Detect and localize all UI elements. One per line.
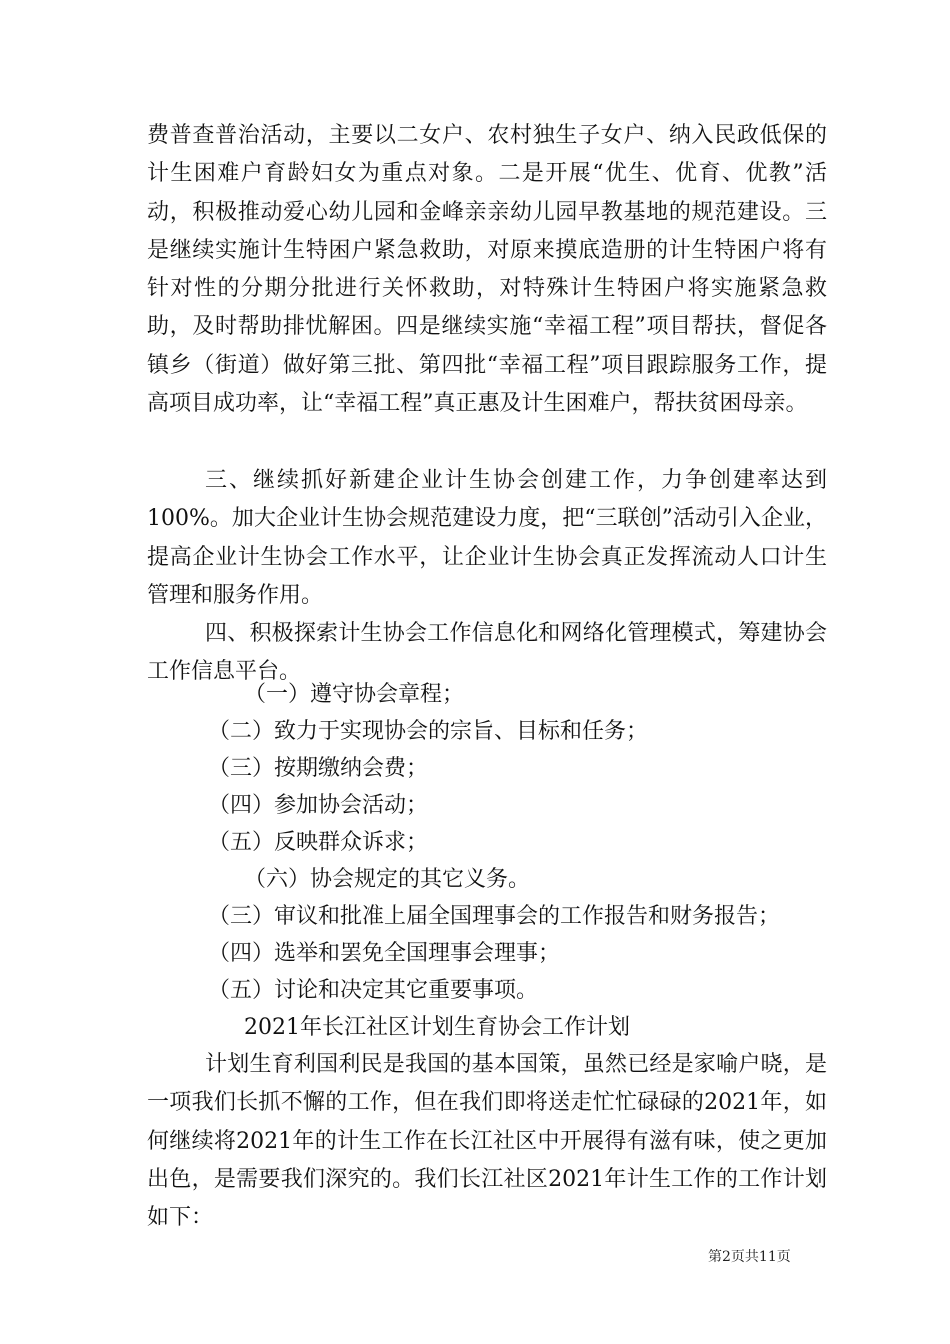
list-item: （五）讨论和决定其它重要事项。 [208, 978, 539, 1003]
list-item: （五）反映群众诉求； [208, 830, 429, 855]
list-item: （四）参加协会活动； [208, 793, 429, 818]
list-item: （三）按期缴纳会费； [208, 756, 429, 781]
section-title: 2021年长江社区计划生育协会工作计划 [244, 1015, 630, 1040]
list-item: （六）协会规定的其它义务。 [244, 867, 531, 892]
list-item: （一）遵守协会章程； [244, 682, 465, 707]
page-number: 第2页共11页 [708, 1249, 791, 1265]
paragraph-plan-intro: 计划生育利国利民是我国的基本国策，虽然已经是家喻户晓，是一项我们长抓不懈的工作，但在我们即将送走忙忙碌碌的2021年，如何继续将2021年的计生工作在长江社区中开展得有滋有味，使之更加出色，是需要我们深究的。我们长江社区2021年计生工作的工作计划如下： [147, 1052, 827, 1231]
list-item: （三）审议和批准上届全国理事会的工作报告和财务报告； [208, 904, 781, 929]
paragraph-section-three: 三、继续抓好新建企业计生协会创建工作，力争创建率达到100%。加大企业计生协会规范建设力度，把“三联创”活动引入企业，提高企业计生协会工作水平，让企业计生协会真正发挥流动人口计生管理和服务作用。 [147, 468, 827, 608]
paragraph-section-four: 四、积极探索计生协会工作信息化和网络化管理模式，筹建协会工作信息平台。 [147, 621, 827, 685]
list-item: （二）致力于实现协会的宗旨、目标和任务； [208, 719, 649, 744]
paragraph-welfare-activities: 费普查普治活动，主要以二女户、农村独生子女户、纳入民政低保的计生困难户育龄妇女为重点对象。二是开展“优生、优育、优教”活动，积极推动爱心幼儿园和金峰亲亲幼儿园早教基地的规范建设。三是继续实施计生特困户紧急救助，对原来摸底造册的计生特困户将有针对性的分期分批进行关怀救助，对特殊计生特困户将实施紧急救助，及时帮助排忧解困。四是继续实施“幸福工程”项目帮扶，督促各镇乡（街道）做好第三批、第四批“幸福工程”项目跟踪服务工作，提高项目成功率，让“幸福工程”真正惠及计生困难户，帮扶贫困母亲。 [147, 123, 827, 417]
list-item: （四）选举和罢免全国理事会理事； [208, 941, 561, 966]
